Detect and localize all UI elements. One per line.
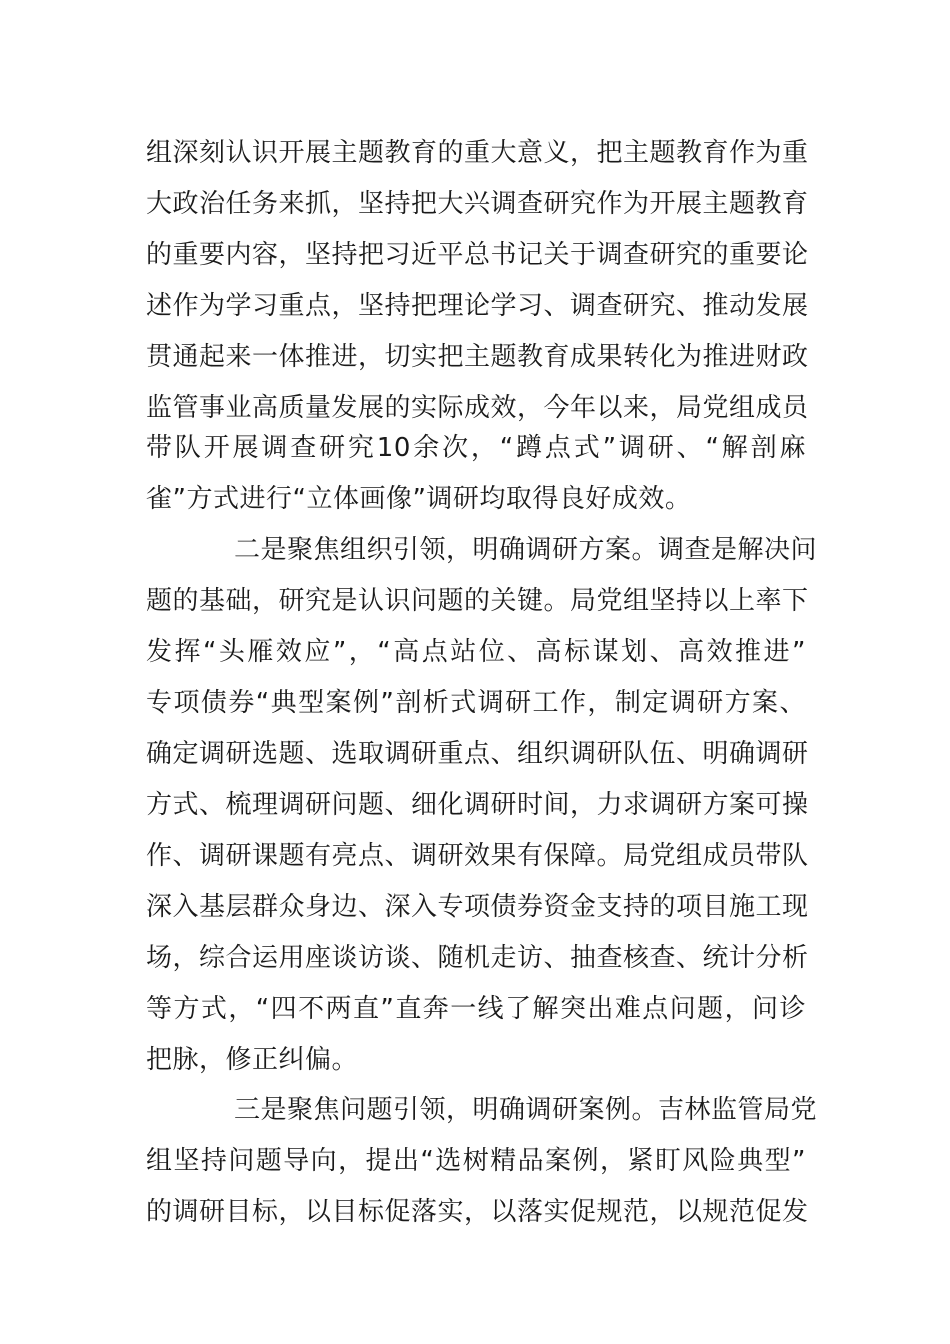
paragraph-3-line-3: 的调研目标，以目标促落实，以落实促规范，以规范促发 (146, 1197, 809, 1227)
paragraph-2-line-9: 场，综合运用座谈访谈、随机走访、抽查核查、统计分析 (146, 943, 809, 973)
paragraph-2-line-2: 题的基础，研究是认识问题的关键。局党组坚持以上率下 (146, 586, 809, 616)
paragraph-2-line-5: 确定调研选题、选取调研重点、组织调研队伍、明确调研 (146, 739, 809, 769)
paragraph-2-line-11: 把脉，修正纠偏。 (146, 1045, 359, 1075)
paragraph-2-line-10: 等方式，“四不两直”直奔一线了解突出难点问题，问诊 (146, 994, 806, 1024)
paragraph-1-line-4: 述作为学习重点，坚持把理论学习、调查研究、推动发展 (146, 291, 809, 321)
paragraph-2-line-3: 发挥“头雁效应”，“高点站位、高标谋划、高效推进” (146, 637, 806, 667)
paragraph-1-line-6: 监管事业高质量发展的实际成效，今年以来，局党组成员 (146, 393, 809, 423)
paragraph-1-line-3: 的重要内容，坚持把习近平总书记关于调查研究的重要论 (146, 240, 809, 270)
paragraph-3-line-2: 组坚持问题导向，提出“选树精品案例，紧盯风险典型” (146, 1146, 806, 1176)
paragraph-1-line-8: 雀”方式进行“立体画像”调研均取得良好成效。 (146, 484, 692, 514)
paragraph-2-line-7: 作、调研课题有亮点、调研效果有保障。局党组成员带队 (146, 841, 809, 871)
paragraph-2-line-1: 二是聚焦组织引领，明确调研方案。调查是解决问 (234, 535, 818, 565)
paragraph-1-line-1: 组深刻认识开展主题教育的重大意义，把主题教育作为重 (146, 138, 809, 168)
paragraph-1-line-5: 贯通起来一体推进，切实把主题教育成果转化为推进财政 (146, 342, 809, 372)
paragraph-2-line-8: 深入基层群众身边、深入专项债券资金支持的项目施工现 (146, 892, 809, 922)
paragraph-3-line-1: 三是聚焦问题引领，明确调研案例。吉林监管局党 (234, 1095, 818, 1125)
paragraph-1-line-2: 大政治任务来抓，坚持把大兴调查研究作为开展主题教育 (146, 189, 809, 219)
paragraph-2-line-6: 方式、梳理调研问题、细化调研时间，力求调研方案可操 (146, 790, 809, 820)
paragraph-2-line-4: 专项债券“典型案例”剖析式调研工作，制定调研方案、 (146, 688, 806, 718)
paragraph-1-line-7: 带队开展调查研究10余次，“蹲点式”调研、“解剖麻 (146, 433, 806, 463)
